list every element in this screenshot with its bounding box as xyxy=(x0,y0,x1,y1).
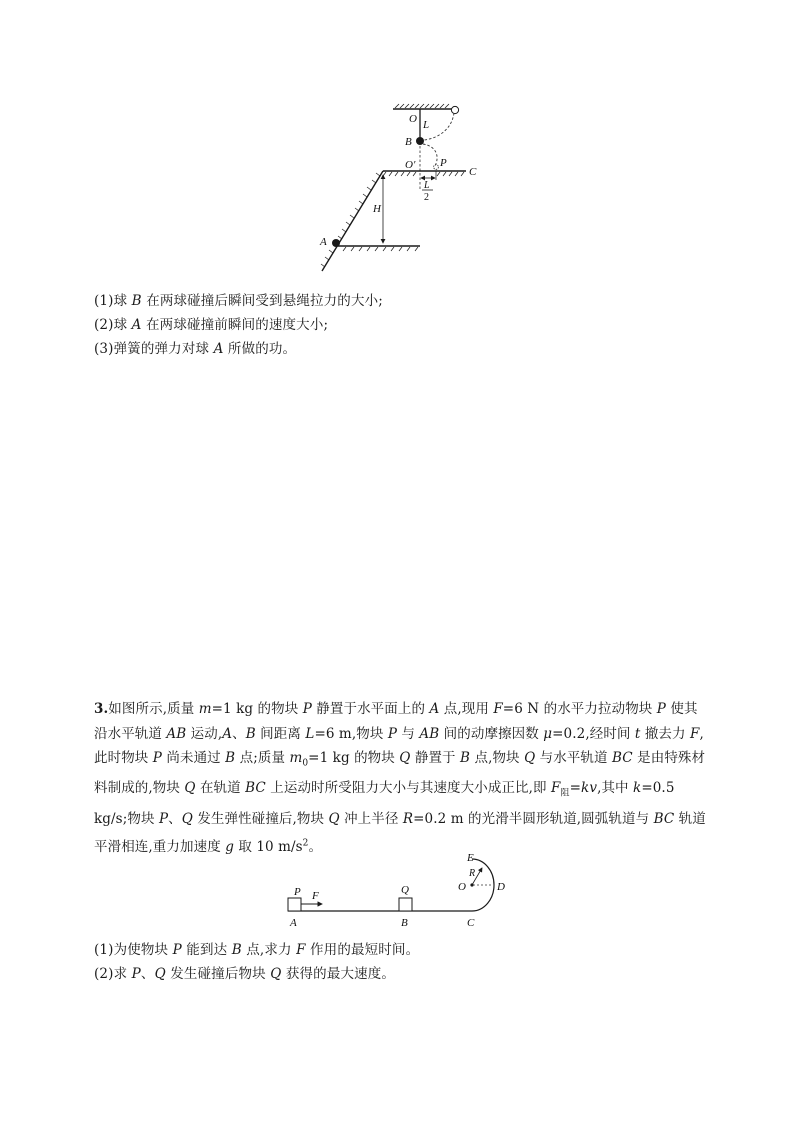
figure-pendulum-incline xyxy=(0,0,794,290)
label-l-fraction-numerator: L xyxy=(424,180,430,191)
label-l-fraction-denominator: 2 xyxy=(424,192,429,203)
label2-r: R xyxy=(469,868,476,879)
label2-e: E xyxy=(467,852,474,864)
point-p xyxy=(434,165,439,170)
label2-o: O xyxy=(458,881,466,893)
label2-p: P xyxy=(294,886,301,898)
ball-b xyxy=(416,137,424,145)
block-q xyxy=(399,898,412,911)
incline xyxy=(321,171,383,271)
label2-d: D xyxy=(497,881,505,893)
label-c: C xyxy=(469,166,477,178)
figure-track-semicircle xyxy=(0,848,794,948)
label2-a: A xyxy=(290,917,297,929)
q2-part-3: (3)弹簧的弹力对球 A 所做的功。 xyxy=(94,341,297,357)
label-h: H xyxy=(373,203,381,215)
label-p: P xyxy=(440,157,447,169)
label2-b: B xyxy=(401,917,408,929)
label-l: L xyxy=(423,119,430,131)
ceiling xyxy=(393,104,453,109)
q2-part-2: (2)球 A 在两球碰撞前瞬间的速度大小; xyxy=(94,317,329,333)
label-a: A xyxy=(320,236,327,248)
q3-stem xyxy=(94,697,706,859)
q3-text: 如图所示,质量 m=1 kg 的物块 P 静置于水平面上的 A 点,现用 F=6 N 的水平力拉动物块 P 使其沿水平轨道 AB 运动,A、B 间距离 L=6 m,物块 P 与 AB 间的动摩擦因数 μ=0.2,经时间 t 撤去力 F,此时物块 P 尚未通过 B 点;质量 $m_0=1$ kg 的物块 Q 静置于 B 点,物块 Q 与水平轨道 BC 是由特殊材料制成的,物块 Q 在轨道 BC 上运动时所受阻力大小与其速度大小成正比,即 $F_阻=kv$,其中 k=0.5 kg/s;物块 P、Q 发生弹性碰撞后,物块 Q 冲上半径 R=0.2 m 的光滑半圆形轨道,圆弧轨道与 BC 轨道平滑相连,重力加速度 g 取 10 $m/s^2$。 xyxy=(94,701,706,855)
q3-part-1: (1)为使物块 P 能到达 B 点,求力 F 作用的最短时间。 xyxy=(94,942,420,958)
block-p xyxy=(288,898,301,911)
label-b: B xyxy=(405,136,412,148)
label-o: O xyxy=(409,113,417,125)
q3-part-2: (2)求 P、Q 发生碰撞后物块 Q 获得的最大速度。 xyxy=(94,966,396,982)
label2-q: Q xyxy=(401,884,409,896)
ground xyxy=(336,246,420,251)
q3-number: 3. xyxy=(94,701,109,717)
ball-a xyxy=(332,239,340,247)
q2-part-1: (1)球 B 在两球碰撞后瞬间受到悬绳拉力的大小; xyxy=(94,293,383,309)
label2-c: C xyxy=(467,917,475,929)
upper-platform xyxy=(383,171,466,176)
swing-path-lower xyxy=(423,144,437,166)
label-o-prime: O′ xyxy=(405,159,416,171)
label2-f: F xyxy=(312,890,319,902)
ball-initial-position xyxy=(451,106,458,113)
